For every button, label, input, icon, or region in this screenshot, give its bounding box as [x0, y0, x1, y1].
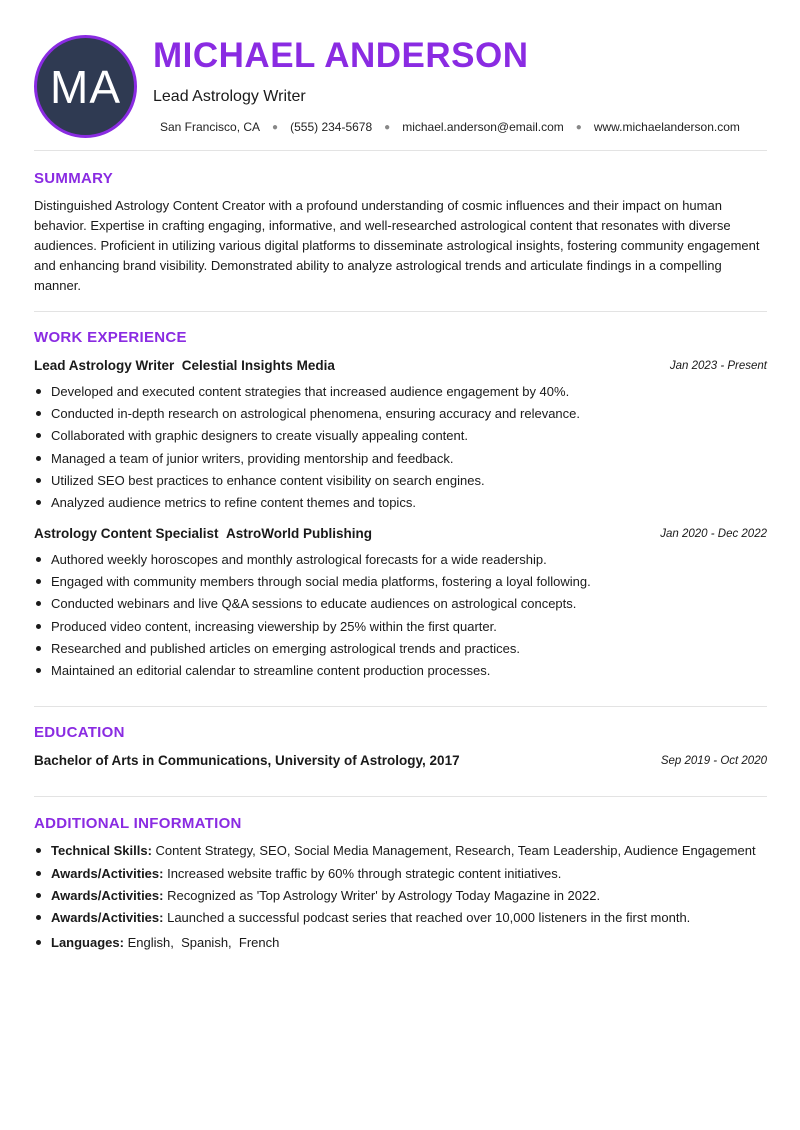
bullet-icon	[36, 624, 41, 629]
bullet-icon	[36, 848, 41, 853]
list-item	[34, 616, 767, 638]
job-company: Celestial Insights Media	[181, 358, 335, 373]
separator-dot: ●	[384, 121, 391, 133]
contact-website[interactable]: www.michaelanderson.com	[593, 120, 740, 134]
list-item	[34, 549, 767, 571]
section-divider	[34, 150, 767, 151]
section-divider	[34, 796, 767, 797]
list-item	[34, 403, 767, 425]
education-dates: Sep 2019 - Oct 2020	[660, 755, 767, 767]
bullet-icon	[36, 940, 41, 945]
bullet-icon	[36, 579, 41, 584]
bullet-text: Authored weekly horoscopes and monthly astrological forecasts for a wide readership.	[51, 552, 547, 567]
list-item	[34, 885, 767, 907]
list-item	[34, 638, 767, 660]
list-item	[34, 448, 767, 470]
candidate-name: MICHAEL ANDERSON	[153, 36, 529, 75]
contact-email[interactable]: michael.anderson@email.com	[402, 120, 564, 134]
bullet-text: Maintained an editorial calendar to streamline content production processes.	[51, 662, 491, 678]
education-degree: Bachelor of Arts in Communications, University of Astrology, 2017	[34, 753, 460, 768]
list-item	[34, 907, 767, 932]
bullet-text: Researched and published articles on emerging astrological trends and practices.	[51, 640, 520, 656]
item-label: Awards/Activities:	[51, 888, 164, 904]
job-company: AstroWorld Publishing	[226, 526, 373, 541]
list-item	[34, 571, 767, 593]
contact-bar	[160, 120, 760, 134]
bullet-icon	[36, 500, 41, 505]
summary-text: Distinguished Astrology Content Creator with a profound understanding of cosmic influences and their impact on human behavior. Expertise in crafting engaging, informative, and well-researched astrological content that resonates with diverse audiences. Proficient in utilizing various digital platforms to disseminate astrological insights, fostering community engagement and enhancing brand visibility. Demonstrated ability to analyze astrological trends and articulate findings in a compelling manner.	[34, 198, 760, 293]
section-divider	[34, 706, 767, 707]
item-label: Technical Skills:	[51, 843, 152, 858]
bullet-text: Conducted in-depth research on astrological phenomena, ensuring accuracy and relevance.	[51, 406, 580, 422]
job-bullets	[34, 381, 767, 514]
section-divider	[34, 311, 767, 312]
bullet-icon	[36, 456, 41, 461]
contact-phone[interactable]: (555) 234-5678	[290, 120, 373, 134]
job-dates: Jan 2020 - Dec 2022	[660, 528, 767, 540]
job-dates: Jan 2023 - Present	[669, 360, 767, 372]
bullet-icon	[36, 871, 41, 876]
list-item	[34, 381, 767, 403]
item-value: English, Spanish, French	[127, 935, 280, 951]
list-item	[34, 470, 767, 492]
separator-dot: ●	[272, 121, 279, 133]
job-header	[34, 358, 767, 378]
list-item	[34, 863, 767, 885]
resume-header	[0, 0, 800, 150]
job-role-line	[34, 526, 372, 541]
job-role-line	[34, 358, 335, 373]
bullet-text: Analyzed audience metrics to refine content themes and topics.	[51, 494, 416, 510]
item-label: Languages:	[51, 935, 124, 951]
bullet-icon	[36, 646, 41, 651]
bullet-text: Utilized SEO best practices to enhance content visibility on search engines.	[51, 472, 485, 488]
item-label: Awards/Activities:	[51, 910, 164, 926]
candidate-title: Lead Astrology Writer	[153, 88, 306, 105]
list-item	[34, 492, 767, 514]
separator-dot: ●	[575, 121, 582, 133]
bullet-icon	[36, 601, 41, 606]
education-entry	[34, 753, 767, 773]
education-heading: EDUCATION	[34, 724, 125, 741]
item-label: Awards/Activities:	[51, 866, 164, 881]
bullet-icon	[36, 557, 41, 562]
job-role: Lead Astrology Writer	[34, 358, 175, 373]
job-bullets	[34, 549, 767, 682]
avatar-initials: MA	[50, 60, 121, 113]
item-value: Content Strategy, SEO, Social Media Management, Research, Team Leadership, Audience Engagement	[155, 843, 756, 858]
bullet-text: Engaged with community members through social media platforms, fostering a loyal following.	[51, 574, 591, 590]
bullet-text: Conducted webinars and live Q&A sessions to educate audiences on astrological concepts.	[51, 596, 577, 612]
bullet-icon	[36, 389, 41, 394]
item-value: Recognized as 'Top Astrology Writer' by Astrology Today Magazine in 2022.	[167, 888, 601, 904]
list-item	[34, 840, 767, 863]
bullet-icon	[36, 893, 41, 898]
additional-list	[34, 840, 767, 955]
job-role: Astrology Content Specialist	[34, 526, 219, 541]
item-value: Increased website traffic by 60% through strategic content initiatives.	[167, 866, 562, 881]
avatar	[34, 35, 137, 138]
list-item	[34, 425, 767, 447]
bullet-icon	[36, 433, 41, 438]
list-item	[34, 932, 767, 954]
bullet-icon	[36, 915, 41, 920]
list-item	[34, 593, 767, 615]
bullet-icon	[36, 668, 41, 673]
job-header	[34, 526, 767, 546]
bullet-icon	[36, 411, 41, 416]
list-item	[34, 660, 767, 682]
experience-heading: WORK EXPERIENCE	[34, 329, 187, 346]
contact-location: San Francisco, CA	[160, 120, 261, 134]
bullet-icon	[36, 478, 41, 483]
summary-heading: SUMMARY	[34, 170, 114, 187]
bullet-text: Produced video content, increasing viewership by 25% within the first quarter.	[51, 618, 497, 634]
item-value: Launched a successful podcast series that reached over 10,000 listeners in the first month.	[167, 910, 691, 926]
bullet-text: Managed a team of junior writers, providing mentorship and feedback.	[51, 450, 454, 466]
additional-heading: ADDITIONAL INFORMATION	[34, 815, 242, 832]
bullet-text: Developed and executed content strategies that increased audience engagement by 40%.	[51, 384, 570, 399]
bullet-text: Collaborated with graphic designers to create visually appealing content.	[51, 428, 468, 444]
